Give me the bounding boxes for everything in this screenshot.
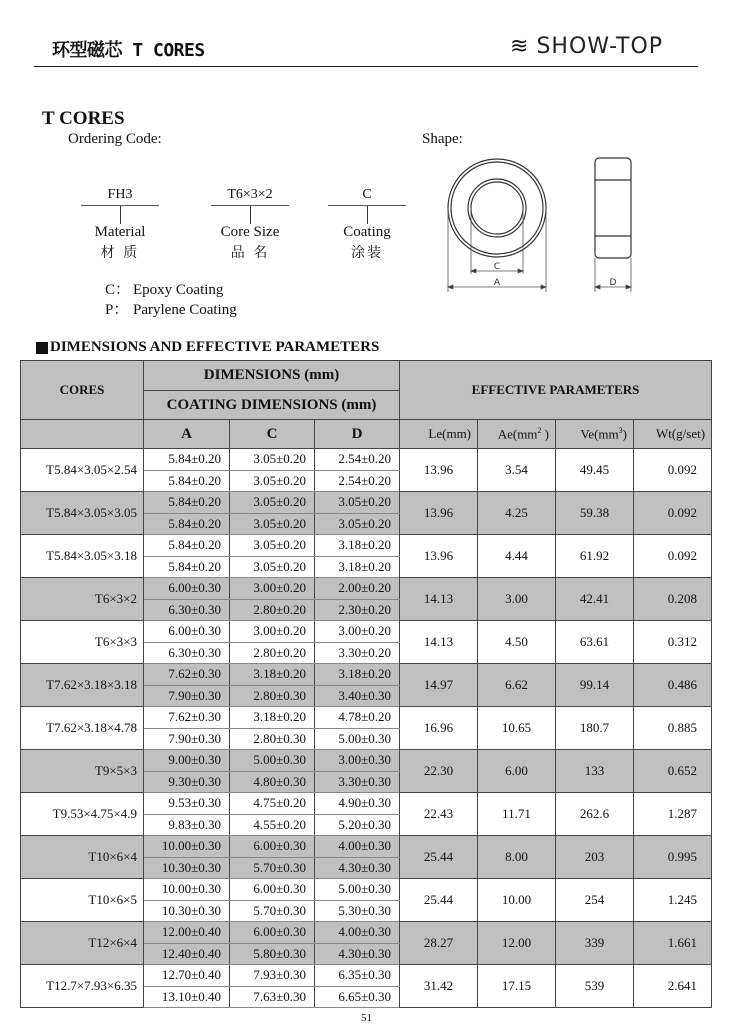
dim-c-label: C (493, 262, 501, 272)
param-ae: 11.71 (478, 793, 556, 836)
param-ae: 3.54 (478, 449, 556, 492)
coating-desc: Epoxy Coating (133, 282, 224, 298)
dim-a-coated: 10.30±0.30 (144, 857, 230, 879)
dim-c-core: 5.00±0.30 (230, 750, 315, 772)
dim-a-core: 12.70±0.40 (144, 965, 230, 987)
dim-c-coated: 3.05±0.20 (230, 513, 315, 535)
dim-d-coated: 5.20±0.30 (315, 814, 400, 836)
param-ae: 6.62 (478, 664, 556, 707)
param-wt: 0.652 (634, 750, 712, 793)
dim-c-core: 3.05±0.20 (230, 492, 315, 514)
inner-ring-inner-edge (471, 182, 523, 234)
ordering-part-label: Core Size (220, 224, 280, 240)
param-le: 16.96 (400, 707, 478, 750)
table-row (21, 965, 712, 987)
param-le: 13.96 (400, 492, 478, 535)
param-wt: 0.312 (634, 621, 712, 664)
dim-a-core: 5.84±0.20 (144, 535, 230, 557)
param-ve: 59.38 (556, 492, 634, 535)
param-le: 13.96 (400, 535, 478, 578)
header-coating-dimensions: COATING DIMENSIONS (mm) (144, 391, 400, 420)
core-name: T12×6×4 (21, 922, 144, 965)
param-wt: 0.092 (634, 535, 712, 578)
param-ve: 254 (556, 879, 634, 922)
coating-key: P： (105, 302, 129, 318)
param-le: 22.30 (400, 750, 478, 793)
coating-legend-item (105, 278, 223, 299)
param-le: 14.97 (400, 664, 478, 707)
coating-legend-item (105, 298, 237, 319)
table-row (21, 793, 712, 815)
header-ae: $Ae(mm^2$ ) (478, 420, 556, 449)
param-ve: 539 (556, 965, 634, 1008)
param-le: 25.44 (400, 879, 478, 922)
table-row (21, 492, 712, 514)
core-name: T5.84×3.05×2.54 (21, 449, 144, 492)
core-name: T6×3×3 (21, 621, 144, 664)
dim-c-core: 6.00±0.30 (230, 922, 315, 944)
dim-d-core: 4.00±0.30 (315, 836, 400, 858)
dim-d-core: 2.54±0.20 (315, 449, 400, 471)
dim-a-core: 10.00±0.30 (144, 836, 230, 858)
dim-d-coated: 3.30±0.20 (315, 642, 400, 664)
core-name: T9.53×4.75×4.9 (21, 793, 144, 836)
dim-a-core: 7.62±0.30 (144, 707, 230, 729)
dim-a-coated: 6.30±0.30 (144, 599, 230, 621)
dim-c-core: 3.18±0.20 (230, 664, 315, 686)
core-name: T10×6×4 (21, 836, 144, 879)
dim-c-core: 3.18±0.20 (230, 707, 315, 729)
shape-label: Shape: (422, 131, 463, 147)
ordering-part-stem (250, 206, 251, 224)
dim-a-core: 9.53±0.30 (144, 793, 230, 815)
param-ve: 49.45 (556, 449, 634, 492)
header-a: A (144, 420, 230, 449)
dim-d-core: 4.90±0.30 (315, 793, 400, 815)
param-wt: 1.245 (634, 879, 712, 922)
dim-a-label: A (493, 278, 501, 288)
dim-d-coated: 3.30±0.30 (315, 771, 400, 793)
param-ve: 180.7 (556, 707, 634, 750)
param-wt: 1.287 (634, 793, 712, 836)
core-name: T5.84×3.05×3.05 (21, 492, 144, 535)
dim-a-coated: 5.84±0.20 (144, 513, 230, 535)
dim-d-coated: 2.54±0.20 (315, 470, 400, 492)
param-le: 13.96 (400, 449, 478, 492)
core-name: T7.62×3.18×4.78 (21, 707, 144, 750)
dim-d-coated: 3.40±0.30 (315, 685, 400, 707)
param-ve: 203 (556, 836, 634, 879)
param-ve: 42.41 (556, 578, 634, 621)
header-blank (21, 420, 144, 449)
dim-c-coated: 4.55±0.20 (230, 814, 315, 836)
header-divider (34, 66, 698, 67)
dim-d-core: 3.05±0.20 (315, 492, 400, 514)
param-wt: 0.486 (634, 664, 712, 707)
dim-c-coated: 7.63±0.30 (230, 986, 315, 1008)
outer-ring-inner-edge (451, 162, 543, 254)
dim-c-core: 6.00±0.30 (230, 879, 315, 901)
header-ve: $Ve(mm^3)$ (556, 420, 634, 449)
dim-d-coated: 5.30±0.30 (315, 900, 400, 922)
dim-d-coated: 4.30±0.30 (315, 943, 400, 965)
dim-a-core: 9.00±0.30 (144, 750, 230, 772)
ordering-code-label: Ordering Code: (68, 131, 162, 147)
param-ae: 12.00 (478, 922, 556, 965)
param-le: 14.13 (400, 621, 478, 664)
dim-a-coated: 7.90±0.30 (144, 685, 230, 707)
dim-a-core: 6.00±0.30 (144, 621, 230, 643)
dim-c-coated: 5.80±0.30 (230, 943, 315, 965)
ordering-part-label-zh: 涂装 (351, 245, 383, 261)
param-le: 28.27 (400, 922, 478, 965)
dim-a-core: 10.00±0.30 (144, 879, 230, 901)
ordering-part-material (81, 187, 159, 262)
table-body (21, 449, 712, 1008)
param-wt: 0.092 (634, 449, 712, 492)
dim-d-coated: 4.30±0.30 (315, 857, 400, 879)
dim-c-core: 3.00±0.20 (230, 578, 315, 600)
param-wt: 0.885 (634, 707, 712, 750)
param-ve: 262.6 (556, 793, 634, 836)
dim-c-core: 3.05±0.20 (230, 449, 315, 471)
header-cores: CORES (21, 361, 144, 420)
dim-a-coated: 10.30±0.30 (144, 900, 230, 922)
dim-c-core: 3.05±0.20 (230, 535, 315, 557)
param-ve: 99.14 (556, 664, 634, 707)
param-ae: 4.50 (478, 621, 556, 664)
table-row (21, 578, 712, 600)
logo-text: SHOW-TOP (536, 34, 664, 59)
dim-d-core: 6.35±0.30 (315, 965, 400, 987)
dim-d-coated: 3.18±0.20 (315, 556, 400, 578)
dim-c-core: 6.00±0.30 (230, 836, 315, 858)
brand-logo (510, 34, 663, 59)
ordering-part-core-size (211, 187, 289, 262)
ordering-part-value: FH3 (107, 187, 133, 202)
dim-c-coated: 5.70±0.30 (230, 857, 315, 879)
ordering-part-label: Coating (343, 224, 391, 240)
header-wt: Wt(g/set) (634, 420, 712, 449)
header-le: Le(mm) (400, 420, 478, 449)
dim-d-label: D (609, 278, 617, 288)
dim-d-core: 3.00±0.20 (315, 621, 400, 643)
dim-c-coated: 4.80±0.30 (230, 771, 315, 793)
dim-a-coated: 13.10±0.40 (144, 986, 230, 1008)
param-le: 22.43 (400, 793, 478, 836)
dim-d-core: 3.00±0.30 (315, 750, 400, 772)
param-ae: 10.00 (478, 879, 556, 922)
outer-ring (448, 159, 546, 257)
dim-d-core: 3.18±0.20 (315, 664, 400, 686)
param-wt: 0.995 (634, 836, 712, 879)
table-row (21, 836, 712, 858)
table-row (21, 449, 712, 471)
dim-c-core: 3.00±0.20 (230, 621, 315, 643)
dim-a-core: 6.00±0.30 (144, 578, 230, 600)
ordering-part-coating (328, 187, 406, 262)
table-row (21, 922, 712, 944)
param-ve: 133 (556, 750, 634, 793)
dim-d-coated: 5.00±0.30 (315, 728, 400, 750)
dim-c-coated: 2.80±0.30 (230, 685, 315, 707)
param-ae: 17.15 (478, 965, 556, 1008)
param-wt: 0.092 (634, 492, 712, 535)
dim-a-coated: 5.84±0.20 (144, 556, 230, 578)
table-row (21, 664, 712, 686)
dim-a-coated: 6.30±0.30 (144, 642, 230, 664)
header-dimensions: DIMENSIONS (mm) (144, 361, 400, 391)
ordering-part-stem (120, 206, 121, 224)
dim-a-coated: 9.83±0.30 (144, 814, 230, 836)
table-row (21, 750, 712, 772)
dim-a-coated: 12.40±0.40 (144, 943, 230, 965)
table-section-title-text: DIMENSIONS AND EFFECTIVE PARAMETERS (50, 339, 380, 355)
core-name: T7.62×3.18×3.18 (21, 664, 144, 707)
dim-d-core: 4.78±0.20 (315, 707, 400, 729)
dim-a-coated: 7.90±0.30 (144, 728, 230, 750)
ordering-part-label-zh: 品 名 (230, 245, 270, 261)
page-number: 51 (361, 1012, 372, 1024)
dim-c-coated: 2.80±0.20 (230, 599, 315, 621)
inner-ring (468, 179, 526, 237)
side-view (595, 158, 631, 258)
param-ae: 8.00 (478, 836, 556, 879)
param-ae: 10.65 (478, 707, 556, 750)
dim-d-core: 5.00±0.30 (315, 879, 400, 901)
dim-c-coated: 5.70±0.30 (230, 900, 315, 922)
dim-d-core: 3.18±0.20 (315, 535, 400, 557)
param-ae: 6.00 (478, 750, 556, 793)
param-le: 14.13 (400, 578, 478, 621)
core-name: T10×6×5 (21, 879, 144, 922)
page-header-title: 环型磁芯 T CORES (52, 40, 205, 61)
param-ve: 63.61 (556, 621, 634, 664)
param-le: 25.44 (400, 836, 478, 879)
param-ae: 4.25 (478, 492, 556, 535)
dim-d-core: 2.00±0.20 (315, 578, 400, 600)
ordering-part-value: C (362, 187, 372, 202)
dim-a-core: 5.84±0.20 (144, 492, 230, 514)
param-ve: 339 (556, 922, 634, 965)
table-section-title (36, 339, 379, 356)
dim-a-core: 7.62±0.30 (144, 664, 230, 686)
logo-wave-icon: ≋ (510, 33, 529, 59)
param-ae: 4.44 (478, 535, 556, 578)
coating-key: C： (105, 282, 131, 298)
dim-a-coated: 9.30±0.30 (144, 771, 230, 793)
dim-c-coated: 2.80±0.20 (230, 642, 315, 664)
ordering-part-stem (367, 206, 368, 224)
header-c: C (230, 420, 315, 449)
param-wt: 2.641 (634, 965, 712, 1008)
param-le: 31.42 (400, 965, 478, 1008)
dim-a-core: 12.00±0.40 (144, 922, 230, 944)
dim-d-coated: 6.65±0.30 (315, 986, 400, 1008)
core-name: T9×5×3 (21, 750, 144, 793)
param-wt: 1.661 (634, 922, 712, 965)
table-row (21, 621, 712, 643)
header-d: D (315, 420, 400, 449)
param-ve: 61.92 (556, 535, 634, 578)
dim-d-coated: 2.30±0.20 (315, 599, 400, 621)
dimensions-table (20, 360, 712, 1008)
dim-a-coated: 5.84±0.20 (144, 470, 230, 492)
dim-c-coated: 3.05±0.20 (230, 556, 315, 578)
core-name: T12.7×7.93×6.35 (21, 965, 144, 1008)
header-effective-parameters: EFFECTIVE PARAMETERS (400, 361, 712, 420)
section-title: T CORES (42, 108, 125, 129)
bullet-square-icon (36, 342, 48, 354)
dim-c-coated: 3.05±0.20 (230, 470, 315, 492)
dim-c-coated: 2.80±0.30 (230, 728, 315, 750)
coating-desc: Parylene Coating (133, 302, 237, 318)
table-row (21, 535, 712, 557)
param-wt: 0.208 (634, 578, 712, 621)
ordering-part-label: Material (94, 224, 146, 240)
dim-d-coated: 3.05±0.20 (315, 513, 400, 535)
dim-c-core: 4.75±0.20 (230, 793, 315, 815)
ordering-part-label-zh: 材 质 (100, 245, 140, 261)
dim-a-core: 5.84±0.20 (144, 449, 230, 471)
table-row (21, 879, 712, 901)
core-name: T6×3×2 (21, 578, 144, 621)
toroid-shape-diagram (440, 150, 640, 300)
dim-d-core: 4.00±0.30 (315, 922, 400, 944)
table-row (21, 707, 712, 729)
param-ae: 3.00 (478, 578, 556, 621)
dim-c-core: 7.93±0.30 (230, 965, 315, 987)
core-name: T5.84×3.05×3.18 (21, 535, 144, 578)
ordering-part-value: T6×3×2 (227, 187, 273, 202)
